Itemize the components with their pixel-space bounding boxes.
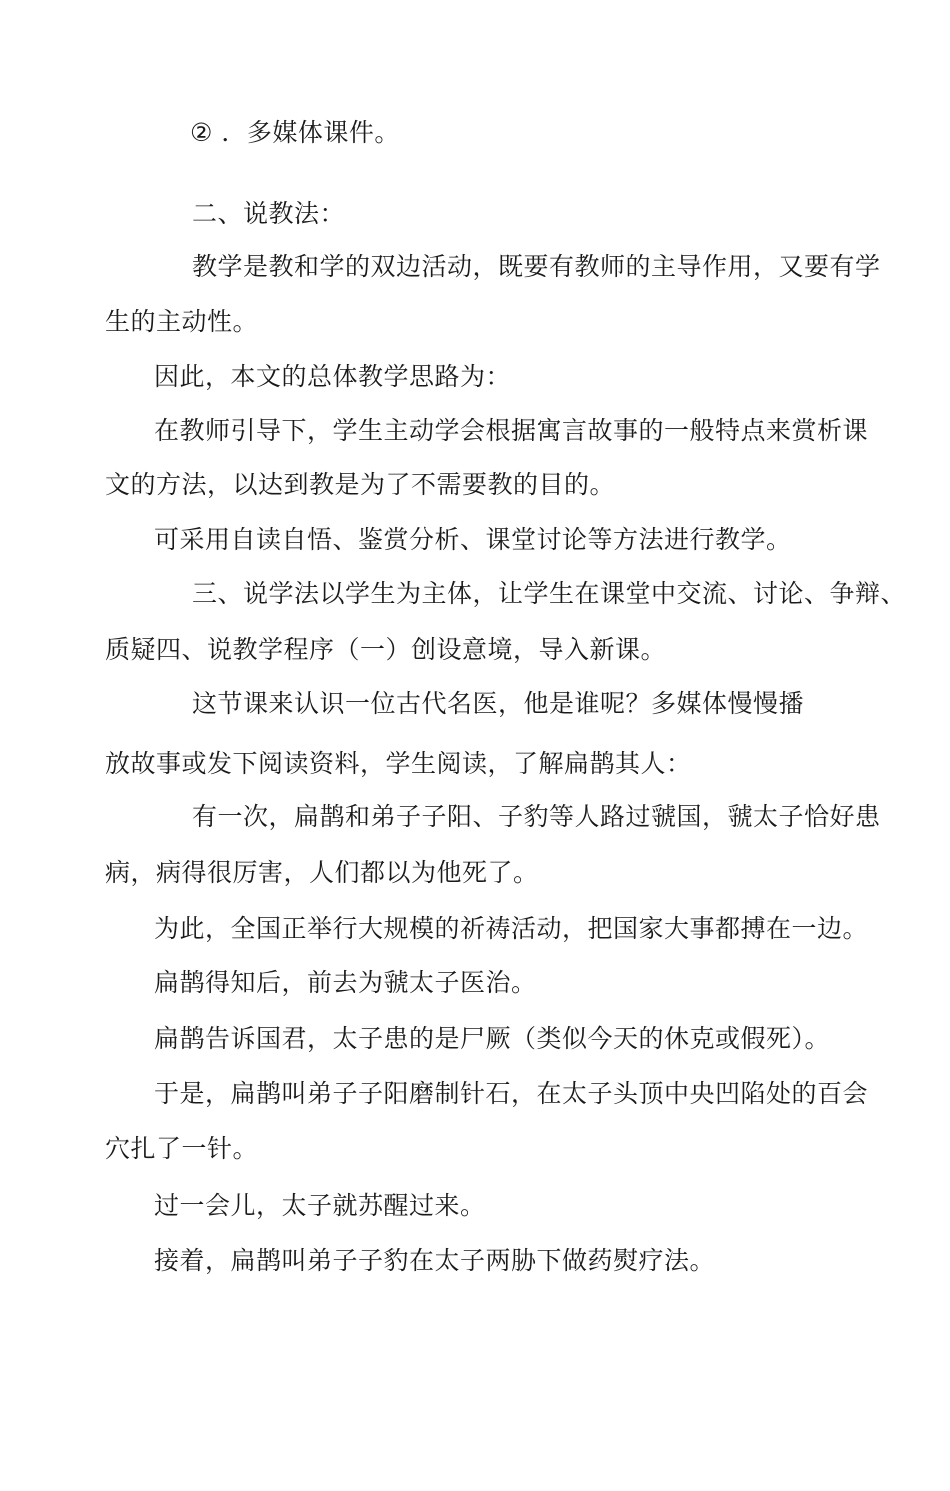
paragraph-line: 质疑四、说教学程序（一）创设意境，导入新课。 [105,635,667,664]
section-heading-teaching-method: 二、说教法： [192,199,346,228]
paragraph-line: 放故事或发下阅读资料，学生阅读，了解扁鹊其人： [105,749,692,778]
paragraph-line: 病，病得很厉害，人们都以为他死了。 [105,858,539,887]
paragraph-line: 有一次，扁鹊和弟子子阳、子豹等人路过虢国，虢太子恰好患 [192,802,881,831]
list-item-multimedia: ② ．多媒体课件。 [190,118,400,147]
paragraph-line: 因此，本文的总体教学思路为： [154,362,512,391]
paragraph-line: 为此，全国正举行大规模的祈祷活动，把国家大事都搏在一边。 [154,914,869,943]
section-heading-learning-method: 三、说学法以学生为主体，让学生在课堂中交流、讨论、争辩、 [192,579,907,608]
paragraph-line: 扁鹊告诉国君，太子患的是尸厥（类似今天的休克或假死）。 [154,1024,831,1053]
paragraph-line: 生的主动性。 [105,307,259,336]
paragraph-line: 可采用自读自悟、鉴赏分析、课堂讨论等方法进行教学。 [154,525,792,554]
paragraph-line: 过一会儿，太子就苏醒过来。 [154,1191,486,1220]
paragraph-line: 在教师引导下，学生主动学会根据寓言故事的一般特点来赏析课 [154,416,869,445]
paragraph-line: 于是，扁鹊叫弟子子阳磨制针石，在太子头顶中央凹陷处的百会 [154,1079,869,1108]
paragraph-line: 扁鹊得知后，前去为虢太子医治。 [154,968,537,997]
paragraph-line: 教学是教和学的双边活动，既要有教师的主导作用，又要有学 [192,252,881,281]
paragraph-line: 穴扎了一针。 [105,1134,259,1163]
paragraph-line: 这节课来认识一位古代名医，他是谁呢？多媒体慢慢播 [192,689,805,718]
paragraph-line: 文的方法，以达到教是为了不需要教的目的。 [105,470,616,499]
paragraph-line: 接着，扁鹊叫弟子子豹在太子两胁下做药熨疗法。 [154,1246,716,1275]
